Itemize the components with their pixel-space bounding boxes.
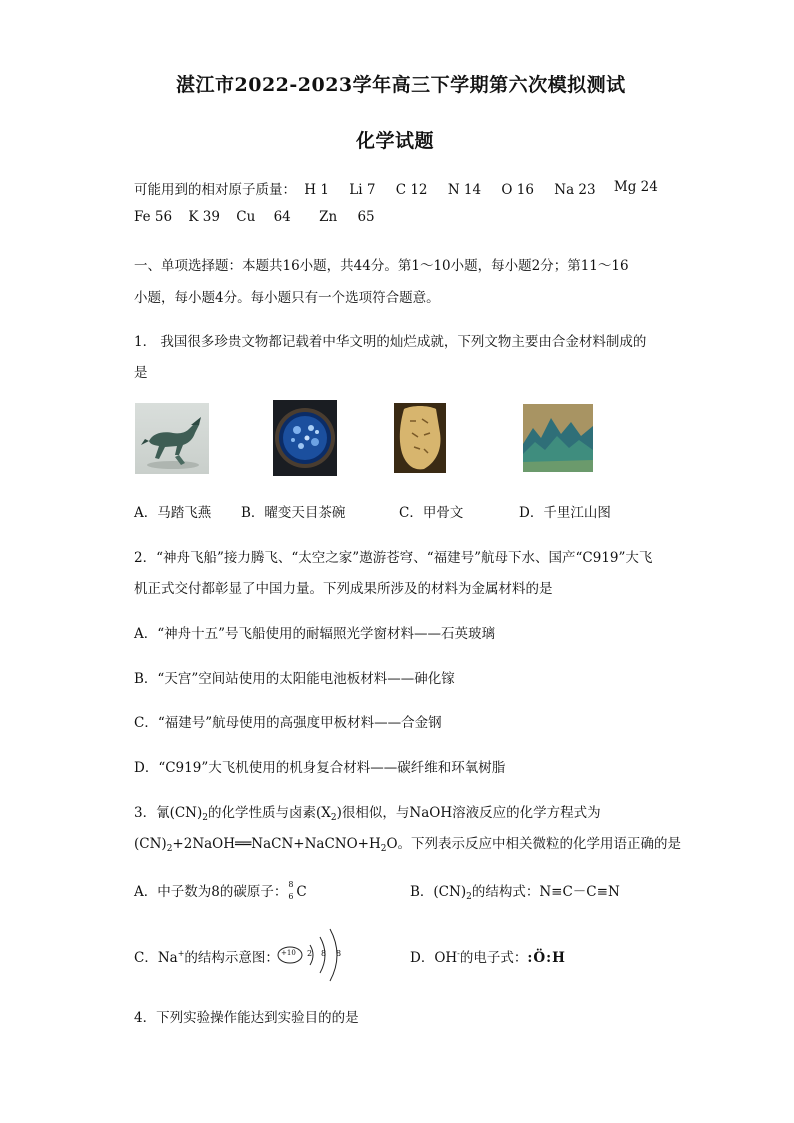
q3-option-d-charge: - — [457, 949, 460, 958]
q3-option-d — [410, 946, 566, 966]
q1-image-bronze-horse — [135, 403, 209, 474]
q3-subscript: 2 — [166, 844, 173, 854]
q3-subscript: 2 — [466, 892, 472, 902]
atomic-mass-line-1 — [134, 178, 658, 198]
q3-option-b-part-b: 的结构式：N≡C－C≡N — [471, 884, 620, 900]
q3-subscript: 2 — [330, 813, 337, 823]
q2-option-b: B．“天宫”空间站使用的太阳能电池板材料——砷化镓 — [134, 671, 455, 687]
q3-subscript: 2 — [380, 844, 387, 854]
shell-3-electrons: 8 — [336, 949, 342, 958]
atomic-mass-prefix: 可能用到的相对原子质量： — [134, 182, 296, 198]
tea-bowl-icon — [273, 400, 337, 476]
q1-option-b: B．曜变天目茶碗 — [241, 505, 346, 521]
q3-stem-line-2 — [134, 832, 681, 852]
nuclide-indices — [287, 879, 296, 901]
bronze-horse-icon — [135, 403, 209, 474]
q2-option-d: D．“C919”大飞机使用的机身复合材料——碳纤维和环氧树脂 — [134, 760, 506, 776]
page-title: 湛江市2022-2023学年高三下学期第六次模拟测试 — [176, 74, 626, 96]
q2-stem-line-1: 2．“神舟飞船”接力腾飞、“太空之家”遨游苍穹、“福建号”航母下水、国产“C919”大飞 — [134, 550, 653, 566]
q1-option-a: A．马踏飞燕 — [134, 505, 212, 521]
na-ion-structure-diagram — [276, 927, 348, 983]
oracle-bone-icon — [394, 403, 446, 473]
q3-stem-part-b: 的化学性质与卤素(X — [208, 805, 331, 821]
q3-eq-part-b: +2NaOH══NaCN+NaCNO+H — [172, 836, 381, 852]
q3-subscript: 2 — [202, 813, 208, 823]
q3-option-b — [410, 880, 620, 900]
q3-option-b-part-a: B．(CN) — [410, 884, 467, 900]
mass-c: C 12 — [395, 182, 428, 198]
q3-option-d-tail: 的电子式： — [459, 950, 528, 966]
q3-stem-line-1 — [134, 801, 601, 821]
q3-stem-part-a: 3．氰(CN) — [134, 805, 203, 821]
q3-option-c-charge: + — [177, 949, 185, 958]
mass-k: K 39 — [188, 209, 220, 225]
mass-zn-label: Zn — [319, 209, 338, 225]
mass-cu-value: 64 — [273, 209, 291, 225]
mass-li: Li 7 — [349, 182, 376, 198]
q3-stem-part-c: )很相似，与NaOH溶液反应的化学方程式为 — [336, 805, 601, 821]
q1-stem-line-2: 是 — [134, 365, 148, 381]
q1-image-oracle-bone — [394, 403, 446, 473]
mass-h: H 1 — [304, 182, 329, 198]
mass-n: N 14 — [447, 182, 482, 198]
q2-option-c: C．“福建号”航母使用的高强度甲板材料——合金钢 — [134, 715, 442, 731]
mass-mg: Mg 24 — [613, 179, 658, 195]
atomic-number: 6 — [288, 891, 294, 901]
mass-na: Na 23 — [554, 182, 596, 198]
mass-fe: Fe 56 — [134, 209, 173, 225]
q3-option-a — [134, 880, 307, 900]
q1-image-tea-bowl — [273, 400, 337, 476]
section-instructions-line-1: 一、单项选择题：本题共16小题，共44分。第1～10小题，每小题2分；第11～16 — [134, 258, 629, 274]
q1-image-landscape-painting — [523, 404, 593, 472]
q1-option-d: D．千里江山图 — [519, 505, 611, 521]
q3-option-c-label: C．Na — [134, 950, 178, 966]
q3-eq-part-a: (CN) — [134, 836, 167, 852]
atomic-mass-line-2 — [134, 209, 375, 225]
q3-option-a-label: A．中子数为8的碳原子： — [134, 884, 288, 900]
mass-o: O 16 — [501, 182, 534, 198]
mass-number: 8 — [288, 879, 294, 889]
q3-option-d-label: D．OH — [410, 950, 458, 966]
electron-formula: :Ö:H — [527, 950, 566, 966]
q2-stem-line-2: 机正式交付都彰显了中国力量。下列成果所涉及的材料为金属材料的是 — [134, 581, 553, 597]
section-instructions-line-2: 小题，每小题4分。每小题只有一个选项符合题意。 — [134, 290, 440, 306]
q1-stem-line-1: 1． 我国很多珍贵文物都记载着中华文明的灿烂成就，下列文物主要由合金材料制成的 — [134, 334, 647, 350]
page-subtitle: 化学试题 — [356, 130, 435, 152]
q4-stem-line-1: 4．下列实验操作能达到实验目的的是 — [134, 1010, 359, 1026]
q3-option-c-tail: 的结构示意图： — [184, 950, 279, 966]
q3-option-c — [134, 946, 279, 966]
q3-eq-part-c: O。下列表示反应中相关微粒的化学用语正确的是 — [386, 836, 682, 852]
shell-2-electrons: 8 — [321, 949, 327, 958]
mass-cu-label: Cu — [236, 209, 256, 225]
nucleus-charge: +10 — [281, 949, 296, 957]
mass-zn-value: 65 — [357, 209, 375, 225]
nuclide-symbol: C — [296, 884, 307, 900]
shell-1-electrons: 2 — [307, 949, 313, 958]
q1-option-c: C．甲骨文 — [399, 505, 464, 521]
q2-option-a: A．“神舟十五”号飞船使用的耐辐照光学窗材料——石英玻璃 — [134, 626, 496, 642]
landscape-painting-icon — [523, 404, 593, 472]
